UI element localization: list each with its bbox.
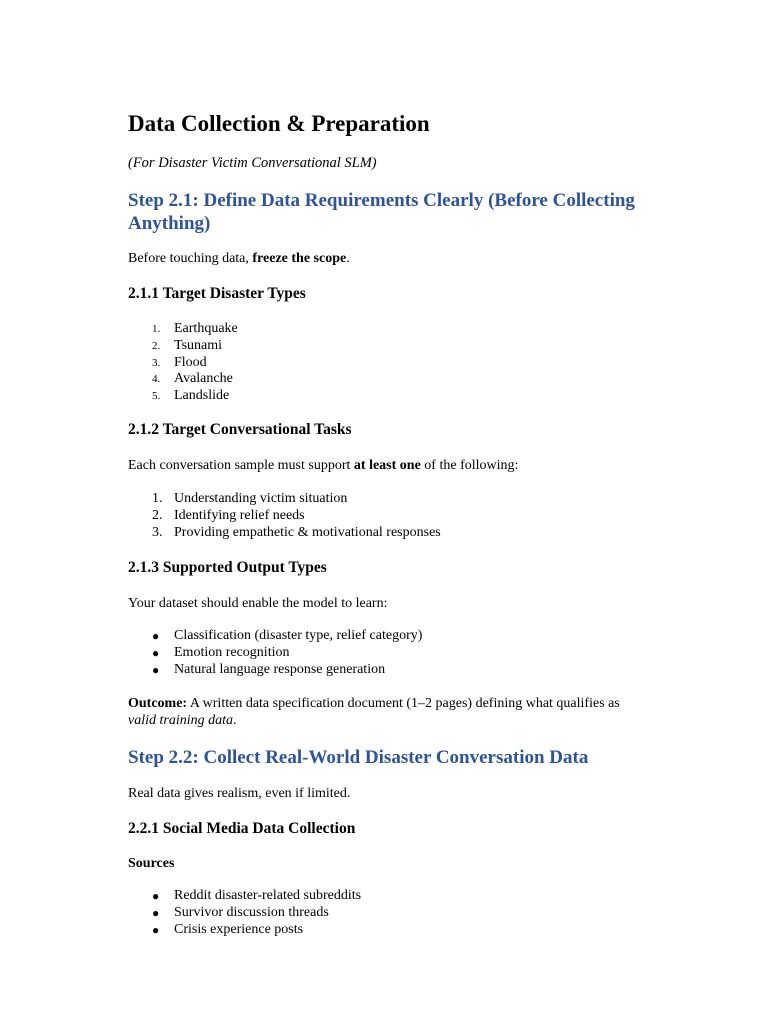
step-2-2-heading: Step 2.2: Collect Real-World Disaster Conversation Data — [128, 747, 589, 768]
section-2-1-3-text: Your dataset should enable the model to learn: — [128, 596, 388, 611]
document-title: Data Collection & Preparation — [128, 111, 430, 136]
list-item: ● Crisis experience posts — [152, 921, 304, 937]
outcome-label: Outcome: — [128, 696, 188, 711]
section-2-2-1-heading: 2.2.1 Social Media Data Collection — [128, 820, 356, 837]
list-item: 1. Earthquake — [152, 321, 238, 336]
section-2-1-2-heading: 2.1.2 Target Conversational Tasks — [128, 421, 352, 438]
sources-list — [128, 888, 361, 938]
list-item: 3. Providing empathetic & motivational responses — [152, 524, 441, 540]
conversational-tasks-list — [128, 491, 441, 541]
list-item: 3. Flood — [152, 354, 207, 370]
intro-end: . — [346, 251, 350, 266]
bullet-icon: ● — [152, 662, 160, 677]
list-item: 4. Avalanche — [152, 371, 233, 387]
step-2-1-heading: Step 2.1: Define Data Requirements Clearly (Before Collecting Anything) — [128, 190, 635, 234]
section-2-1-3-heading: 2.1.3 Supported Output Types — [128, 559, 327, 576]
disaster-types-list — [128, 321, 238, 405]
intro-bold: freeze the scope — [252, 251, 347, 266]
list-item: ● Classification (disaster type, relief category) — [152, 628, 423, 643]
bullet-icon: ● — [152, 905, 160, 920]
list-item: ● Emotion recognition — [152, 644, 290, 660]
bullet-icon: ● — [152, 645, 160, 660]
document-subtitle: (For Disaster Victim Conversational SLM) — [128, 155, 377, 171]
outcome-paragraph-line-2: valid training data. — [128, 713, 237, 728]
output-types-list — [128, 628, 422, 678]
list-item: 2. Tsunami — [152, 337, 223, 353]
step-2-1-intro — [128, 250, 350, 268]
bullet-icon: ● — [152, 629, 160, 643]
outcome-paragraph: Outcome: A written data specification document (1–2 pages) defining what qualifies as — [128, 696, 620, 711]
list-item: 5. Landslide — [152, 388, 230, 404]
sources-label: Sources — [128, 856, 175, 871]
bullet-icon: ● — [152, 889, 160, 903]
list-item: ● Natural language response generation — [152, 661, 386, 677]
list-item: ● Survivor discussion threads — [152, 904, 329, 920]
bullet-icon: ● — [152, 922, 160, 937]
list-item: 2. Identifying relief needs — [152, 507, 305, 523]
list-item: 1. Understanding victim situation — [152, 491, 348, 506]
intro-text: Before touching data, — [128, 251, 253, 266]
list-item: ● Reddit disaster-related subreddits — [152, 888, 362, 903]
section-2-1-2-text: Each conversation sample must support at least one of the following: — [128, 458, 519, 473]
section-2-1-1-heading: 2.1.1 Target Disaster Types — [128, 285, 306, 302]
step-2-2-intro: Real data gives realism, even if limited. — [128, 786, 351, 801]
